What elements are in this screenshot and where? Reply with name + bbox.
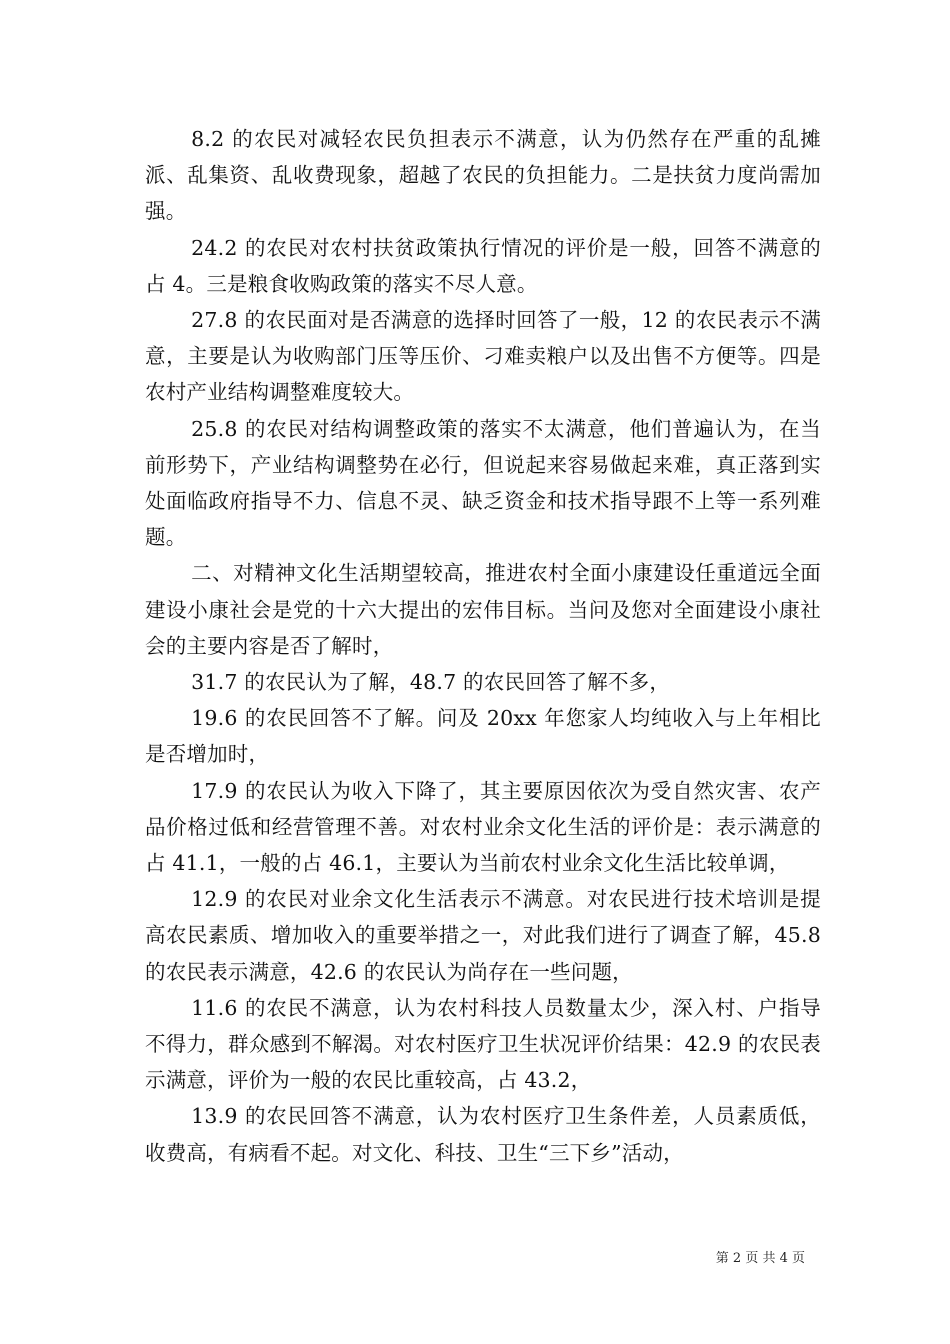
page-number-footer: 第 2 页 共 4 页 bbox=[715, 1251, 805, 1266]
paragraph: 25.8 的农民对结构调整政策的落实不太满意，他们普遍认为，在当前形势下，产业结构调整势在必行，但说起来容易做起来难，真正落到实处面临政府指导不力、信息不灵、缺乏资金和技术指导跟不上等一系列难题。 bbox=[145, 416, 821, 550]
paragraph: 24.2 的农民对农村扶贫政策执行情况的评价是一般，回答不满意的占 4。三是粮食收购政策的落实不尽人意。 bbox=[145, 235, 821, 296]
paragraph: 27.8 的农民面对是否满意的选择时回答了一般，12 的农民表示不满意，主要是认为收购部门压等压价、刁难卖粮户以及出售不方便等。四是农村产业结构调整难度较大。 bbox=[145, 308, 821, 405]
paragraph: 二、对精神文化生活期望较高，推进农村全面小康建设任重道远全面建设小康社会是党的十六大提出的宏伟目标。当问及您对全面建设小康社会的主要内容是否了解时， bbox=[145, 561, 821, 658]
paragraph: 11.6 的农民不满意，认为农村科技人员数量太少，深入村、户指导不得力，群众感到不解渴。对农村医疗卫生状况评价结果：42.9 的农民表示满意，评价为一般的农民比重较高，占 43.2， bbox=[145, 995, 821, 1093]
paragraph: 12.9 的农民对业余文化生活表示不满意。对农民进行技术培训是提高农民素质、增加收入的重要举措之一，对此我们进行了调查了解，45.8 的农民表示满意，42.6 的农民认为尚存在一些问题， bbox=[145, 887, 821, 984]
paragraph: 8.2 的农民对减轻农民负担表示不满意，认为仍然存在严重的乱摊派、乱集资、乱收费现象，超越了农民的负担能力。二是扶贫力度尚需加强。 bbox=[145, 127, 821, 224]
document-body bbox=[145, 121, 821, 1171]
paragraph: 31.7 的农民认为了解，48.7 的农民回答了解不多， bbox=[191, 670, 671, 695]
paragraph: 19.6 的农民回答不了解。问及 20xx 年您家人均纯收入与上年相比是否增加时， bbox=[145, 706, 821, 767]
paragraph: 17.9 的农民认为收入下降了，其主要原因依次为受自然灾害、农产品价格过低和经营管理不善。对农村业余文化生活的评价是：表示满意的占 41.1，一般的占 46.1，主要认为当前农村业余文化生活比较单调， bbox=[145, 778, 821, 876]
paragraph: 13.9 的农民回答不满意，认为农村医疗卫生条件差，人员素质低，收费高，有病看不起。对文化、科技、卫生“三下乡”活动， bbox=[145, 1104, 821, 1165]
